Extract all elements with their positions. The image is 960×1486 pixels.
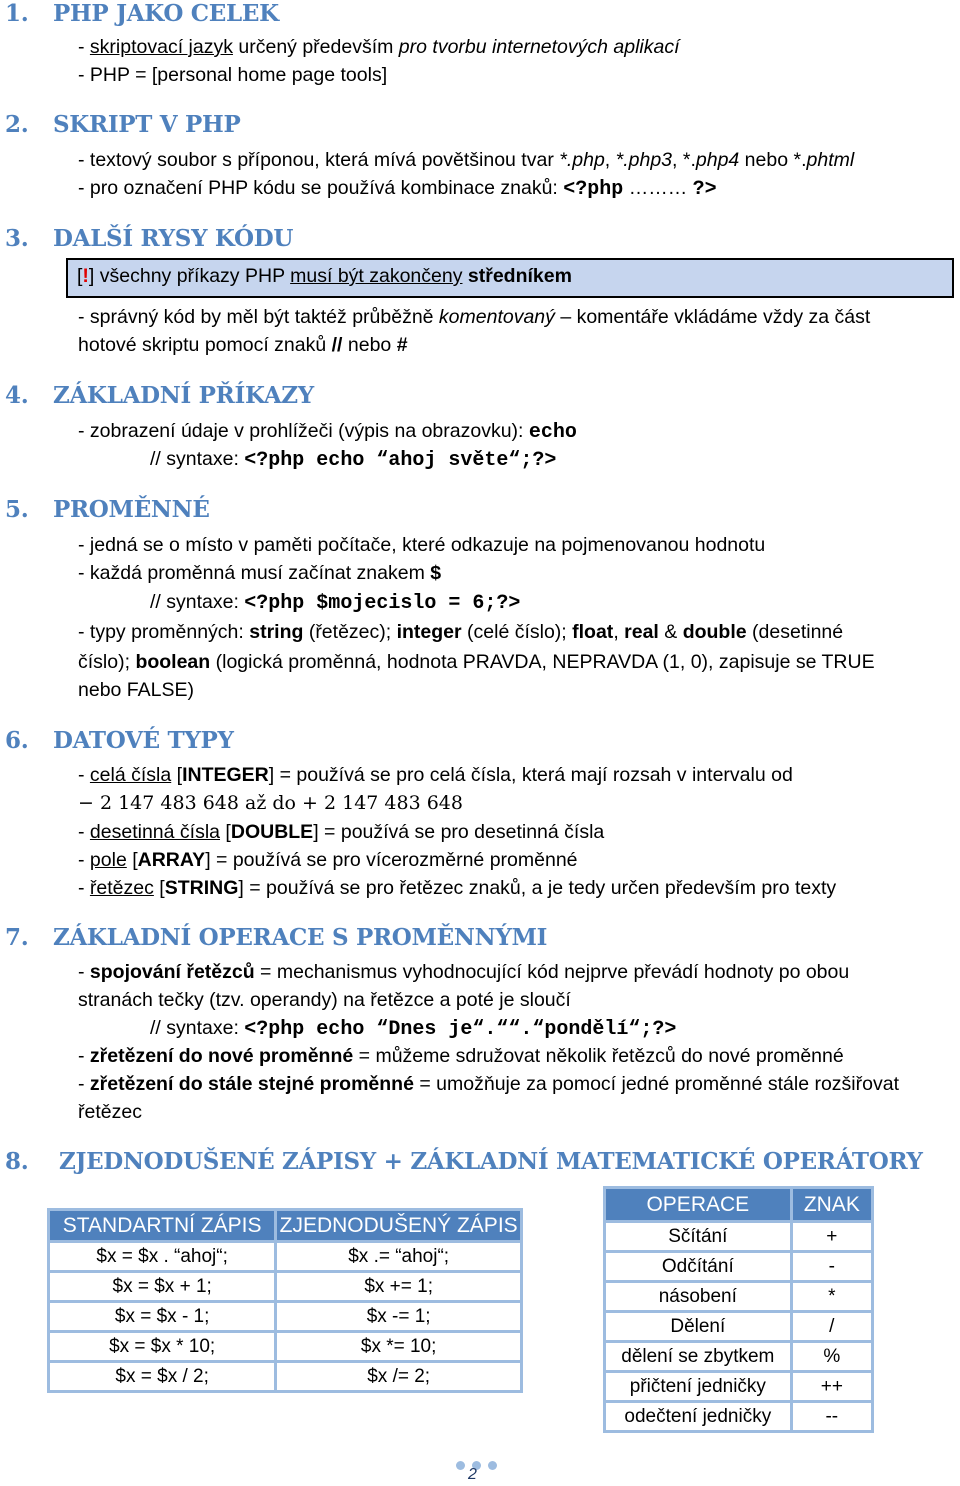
text: - [78, 764, 90, 786]
italic-term: *.php [559, 149, 605, 171]
bold-term: # [396, 334, 408, 356]
s7-syntax-line [150, 1014, 676, 1044]
text: - pro označení PHP kódu se používá kombinace znaků: [78, 177, 564, 199]
text: - textový soubor s příponou, která mívá povětšinou tvar [78, 149, 560, 171]
table-cell: Dělení [605, 1312, 792, 1342]
section-number: 7. [5, 924, 29, 951]
table-row [605, 1312, 873, 1342]
code: <?php echo “Dnes je“.““.“pondělí“;?> [244, 1018, 677, 1041]
section-title: ZJEDNODUŠENÉ ZÁPISY + ZÁKLADNÍ MATEMATICKÉ OPERÁTORY [59, 1148, 923, 1175]
s3-line-2 [78, 331, 408, 359]
dot-icon [488, 1461, 497, 1470]
italic-term: phtml [806, 149, 855, 171]
section-6-heading [5, 727, 234, 754]
text: = umožňuje za pomocí jedné proměnné stále rozšiřovat [413, 1073, 899, 1095]
text: , [604, 149, 616, 171]
column-header: OPERACE [605, 1188, 792, 1222]
section-3-heading [5, 225, 293, 252]
section-number: 6. [5, 727, 29, 754]
text: [ [220, 821, 231, 843]
text: // syntaxe: [150, 1017, 245, 1039]
text: - [78, 1073, 90, 1095]
table-cell: přičtení jedničky [605, 1372, 792, 1402]
section-number: 2. [5, 111, 29, 138]
table-row [49, 1302, 522, 1332]
table-row [605, 1342, 873, 1372]
s6-line-4 [78, 846, 578, 874]
table-cell: - [791, 1252, 872, 1282]
table-row [605, 1222, 873, 1252]
bold-term: STRING [164, 877, 239, 899]
table-cell: $x -= 1; [276, 1302, 522, 1332]
text: číslo); [78, 651, 136, 673]
bold-term: boolean [135, 651, 211, 673]
underlined-term: celá čísla [89, 764, 172, 786]
bold-term: float [572, 621, 614, 643]
text: & [658, 621, 683, 643]
code: <?php [563, 178, 624, 201]
table-cell: $x = $x * 10; [49, 1332, 276, 1362]
table-cell: % [791, 1342, 872, 1372]
s6-line-5 [78, 874, 836, 902]
shorthand-table [47, 1208, 523, 1393]
s6-line-1 [78, 761, 793, 789]
bold-term: ARRAY [137, 849, 206, 871]
section-5-heading [5, 496, 210, 523]
underlined-term: musí být zakončeny [290, 265, 463, 287]
table-cell: násobení [605, 1282, 792, 1312]
bold-term: DOUBLE [230, 821, 314, 843]
section-number: 4. [5, 382, 29, 409]
s1-line-2: - PHP = [personal home page tools] [78, 64, 388, 86]
text: nebo [342, 334, 397, 356]
s5-line-4 [78, 618, 843, 646]
code: ?> [692, 178, 717, 201]
text: , *. [672, 149, 696, 171]
text: ] = používá se pro řetězec znaků, a je tedy určen především pro texty [238, 877, 837, 899]
table-row [49, 1332, 522, 1362]
section-title: DATOVÉ TYPY [53, 727, 234, 754]
section-number: 5. [5, 496, 29, 523]
text: // syntaxe: [150, 448, 245, 470]
s7-line-2: stranách tečky (tzv. operandy) na řetězce a poté je sloučí [78, 989, 571, 1011]
footer-dots [456, 1457, 504, 1475]
section-title: SKRIPT V PHP [53, 111, 241, 138]
s5-line-1: - jedná se o místo v paměti počítače, které odkazuje na pojmenovanou hodnotu [78, 534, 766, 556]
underlined-term: řetězec [89, 877, 154, 899]
section-number: 1. [5, 0, 29, 27]
section-title: ZÁKLADNÍ PŘÍKAZY [53, 382, 314, 409]
callout-box [66, 258, 954, 298]
text: [ [171, 764, 183, 786]
section-8-heading [5, 1148, 923, 1175]
section-title: PROMĚNNÉ [53, 496, 210, 523]
table-cell: -- [791, 1402, 872, 1432]
column-header: ZNAK [791, 1188, 872, 1222]
s7-line-6: řetězec [78, 1101, 142, 1123]
s5-syntax-line [150, 588, 520, 618]
bold-term: integer [396, 621, 462, 643]
text: - typy proměnných: [78, 621, 250, 643]
text: - zobrazení údaje v prohlížeči (výpis na obrazovku): [78, 420, 529, 442]
table-cell: $x = $x / 2; [49, 1362, 276, 1392]
s7-line-5 [78, 1070, 899, 1098]
text: - [78, 1045, 90, 1067]
table-cell: $x = $x + 1; [49, 1272, 276, 1302]
text: nebo *. [739, 149, 807, 171]
text: ] = používá se pro celá čísla, která mají rozsah v intervalu od [268, 764, 793, 786]
table-cell: $x *= 10; [276, 1332, 522, 1362]
s4-syntax-line [150, 445, 556, 475]
italic-term: *.php3 [615, 149, 673, 171]
table-cell: * [791, 1282, 872, 1312]
s5-line-2 [78, 559, 441, 587]
text: - správný kód by měl být taktéž průběžně [78, 306, 439, 328]
text: - [78, 36, 90, 58]
s7-line-4 [78, 1042, 844, 1070]
table-cell: Sčítání [605, 1222, 792, 1252]
text: = mechanismus vyhodnocující kód nejprve převádí hodnoty po obou [254, 961, 850, 983]
s3-line-1 [78, 303, 870, 331]
bold-term: // [331, 334, 343, 356]
section-4-heading [5, 382, 314, 409]
text: ] = používá se pro desetinná čísla [313, 821, 605, 843]
table-cell: ++ [791, 1372, 872, 1402]
text: ] všechny příkazy PHP [88, 265, 291, 287]
underlined-term: desetinná čísla [89, 821, 221, 843]
callout-text [77, 265, 572, 288]
text: (logická proměnná, hodnota PRAVDA, NEPRAVDA (1, 0), zapisuje se TRUE [210, 651, 875, 673]
text: // syntaxe: [150, 591, 245, 613]
underlined-term: pole [89, 849, 127, 871]
table-cell: $x += 1; [276, 1272, 522, 1302]
text: ] = používá se pro vícerozměrné proměnné [205, 849, 578, 871]
column-header: ZJEDNODUŠENÝ ZÁPIS [276, 1210, 522, 1242]
table-row [605, 1402, 873, 1432]
bold-term: double [682, 621, 747, 643]
s5-line-5 [78, 648, 875, 676]
text: hotové skriptu pomocí znaků [78, 334, 332, 356]
italic-term: php4 [695, 149, 740, 171]
section-1-heading [5, 0, 279, 27]
section-title: ZÁKLADNÍ OPERACE S PROMĚNNÝMI [53, 924, 548, 951]
text: - každá proměnná musí začínat znakem [78, 562, 431, 584]
dot-icon [456, 1461, 465, 1470]
table-row [49, 1272, 522, 1302]
text: [ [153, 877, 165, 899]
italic-term: pro tvorbu internetových aplikací [398, 36, 680, 58]
table-row [605, 1252, 873, 1282]
table-cell: $x .= “ahoj“; [276, 1242, 522, 1272]
text: , [613, 621, 625, 643]
table-cell: + [791, 1222, 872, 1252]
table-row [49, 1362, 522, 1392]
section-title: PHP JAKO CELEK [53, 0, 279, 27]
section-2-heading [5, 111, 240, 138]
text: = můžeme sdružovat několik řetězců do nové proměnné [353, 1045, 844, 1067]
table-cell: $x = $x . “ahoj“; [49, 1242, 276, 1272]
text: [ [77, 265, 83, 287]
table-cell: odečtení jedničky [605, 1402, 792, 1432]
s2-line-2 [78, 174, 717, 204]
text: (celé číslo); [461, 621, 573, 643]
text: určený především [232, 36, 399, 58]
text: ……… [623, 177, 693, 199]
s1-line-1 [78, 33, 680, 61]
table-cell: dělení se zbytkem [605, 1342, 792, 1372]
column-header: STANDARTNÍ ZÁPIS [49, 1210, 276, 1242]
code: <?php echo “ahoj světe“;?> [244, 449, 557, 472]
s6-line-3 [78, 818, 604, 846]
text: - [78, 849, 90, 871]
bold-term: $ [430, 562, 442, 584]
table-cell: $x /= 2; [276, 1362, 522, 1392]
text: - [78, 821, 90, 843]
text: - [78, 877, 90, 899]
section-7-heading [5, 924, 547, 951]
section-number: 3. [5, 225, 29, 252]
s5-line-6: nebo FALSE) [78, 679, 194, 701]
s7-line-1 [78, 958, 849, 986]
s4-line-1 [78, 417, 577, 447]
table-cell: / [791, 1312, 872, 1342]
table-row [605, 1372, 873, 1402]
code: <?php $mojecislo = 6;?> [244, 592, 521, 615]
bold-term: real [624, 621, 659, 643]
text: (řetězec); [303, 621, 397, 643]
table-row [49, 1242, 522, 1272]
table-cell: $x = $x - 1; [49, 1302, 276, 1332]
section-title: DALŠÍ RYSY KÓDU [53, 225, 294, 252]
page-number: 2 [468, 1466, 477, 1483]
table-cell: Odčítání [605, 1252, 792, 1282]
italic-term: komentovaný [438, 306, 555, 328]
bold-term: spojování řetězců [89, 961, 255, 983]
s6-range-line: − 2 147 483 648 až do + 2 147 483 648 [78, 792, 463, 814]
text: (desetinné [746, 621, 844, 643]
text: [ [126, 849, 138, 871]
bold-term: string [249, 621, 304, 643]
bold-term: zřetězení do nové proměnné [89, 1045, 354, 1067]
underlined-term: skriptovací jazyk [89, 36, 233, 58]
table-row [605, 1282, 873, 1312]
bold-term: středníkem [467, 265, 572, 287]
text: – komentáře vkládáme vždy za část [554, 306, 871, 328]
s2-line-1 [78, 146, 854, 174]
operators-table [603, 1186, 874, 1433]
bold-term: INTEGER [182, 764, 269, 786]
alert-mark: ! [82, 265, 89, 287]
section-number: 8. [5, 1148, 29, 1175]
code: echo [528, 421, 577, 444]
bold-term: zřetězení do stále stejné proměnné [89, 1073, 414, 1095]
text: - [78, 961, 90, 983]
